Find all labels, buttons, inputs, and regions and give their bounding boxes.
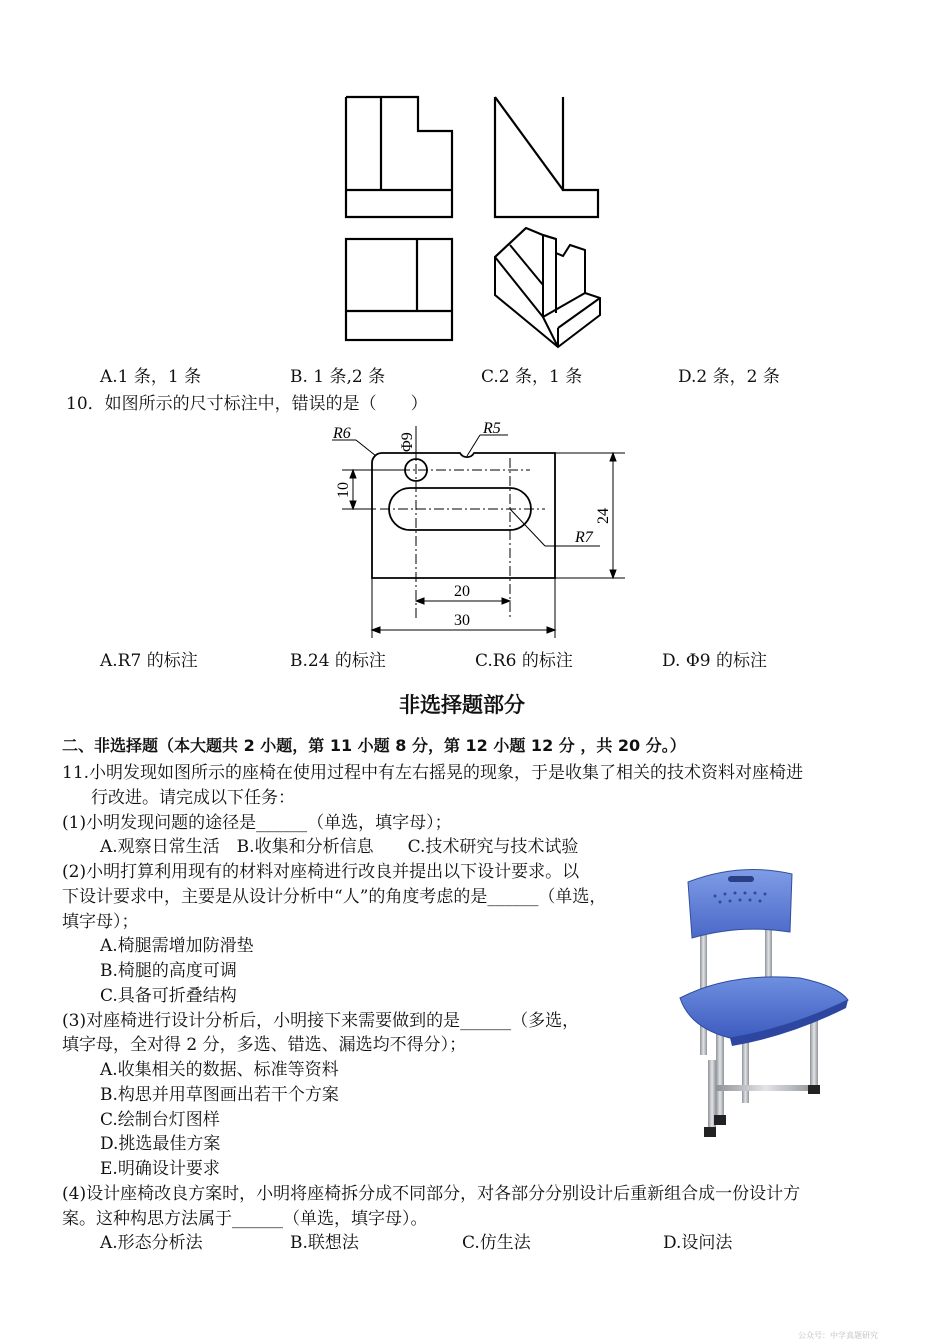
section-heading: 二、非选择题（本大题共 2 小题，第 11 小题 8 分，第 12 小题 12 分 ，共 20 分。） [62, 736, 686, 755]
q11-part1-options: A.观察日常生活 B.收集和分析信息 C.技术研究与技术试验 [100, 837, 579, 857]
q10-option-c: C.R6 的标注 [475, 651, 573, 671]
q11-part4-option-c: C.仿生法 [462, 1233, 531, 1253]
q11-part1: (1)小明发现问题的途径是______（单选，填字母）； [62, 813, 452, 833]
isometric-view [495, 228, 600, 347]
q9-option-a: A.1 条，1 条 [100, 367, 202, 387]
q11-stem-line2: 行改进。请完成以下任务： [91, 788, 295, 808]
q11-part2-line2: 下设计要求中，主要是从设计分析中“人”的角度考虑的是______（单选， [62, 887, 607, 907]
q11-part4-option-b: B.联想法 [290, 1233, 359, 1253]
q11-part2-option-c: C.具备可折叠结构 [100, 986, 237, 1006]
label-r5: R5 [483, 420, 501, 437]
q10-option-b: B.24 的标注 [290, 651, 386, 671]
label-phi9: Φ9 [399, 432, 416, 452]
section-title: 非选择题部分 [399, 693, 525, 717]
q11-part2-line3: 填字母）； [62, 912, 139, 932]
q11-part3-option-c: C.绘制台灯图样 [100, 1110, 220, 1130]
label-24: 24 [595, 508, 612, 524]
q11-part3-line1: (3)对座椅进行设计分析后，小明接下来需要做到的是______（多选， [62, 1011, 580, 1031]
q11-part2-option-a: A.椅腿需增加防滑垫 [100, 936, 254, 956]
dimension-drawing [320, 418, 640, 648]
q11-part3-option-a: A.收集相关的数据、标准等资料 [100, 1060, 339, 1080]
q11-part4-option-a: A.形态分析法 [100, 1233, 203, 1253]
plate-outline [372, 453, 555, 578]
q11-part4-line1: (4)设计座椅改良方案时，小明将座椅拆分成不同部分，对各部分分别设计后重新组合成一份设计方 [62, 1184, 801, 1204]
front-view [346, 97, 452, 217]
label-20: 20 [454, 583, 470, 600]
q11-part3-option-d: D.挑选最佳方案 [100, 1134, 221, 1154]
q10-stem: 10．如图所示的尺寸标注中，错误的是（ ） [66, 394, 428, 414]
q9-option-b: B. 1 条,2 条 [290, 367, 386, 387]
q11-part2-line1: (2)小明打算利用现有的材料对座椅进行改良并提出以下设计要求。以 [62, 862, 580, 882]
top-view [346, 239, 452, 340]
q11-part3-line2: 填字母，全对得 2 分，多选、错选、漏选均不得分）； [62, 1035, 467, 1055]
q11-part4-option-d: D.设问法 [663, 1233, 733, 1253]
label-30: 30 [454, 612, 470, 629]
three-view-drawing [330, 85, 620, 355]
watermark: 公众号：中学真题研究 [798, 1331, 878, 1340]
chair-image [670, 860, 860, 1145]
q11-stem-line1: 11.小明发现如图所示的座椅在使用过程中有左右摇晃的现象，于是收集了相关的技术资料对座椅进 [62, 763, 804, 783]
label-r7: R7 [575, 529, 593, 546]
q11-part3-option-b: B.构思并用草图画出若干个方案 [100, 1085, 339, 1105]
q10-option-d: D. Φ9 的标注 [662, 651, 767, 671]
q9-option-c: C.2 条，1 条 [481, 367, 583, 387]
q11-part4-line2: 案。这种构思方法属于______（单选，填字母）。 [62, 1209, 428, 1229]
label-r6: R6 [333, 425, 351, 442]
label-10: 10 [335, 482, 352, 498]
q11-part3-option-e: E.明确设计要求 [100, 1159, 220, 1179]
side-view [495, 97, 598, 217]
q11-part2-option-b: B.椅腿的高度可调 [100, 961, 237, 981]
q10-option-a: A.R7 的标注 [100, 651, 198, 671]
q9-option-d: D.2 条，2 条 [678, 367, 780, 387]
